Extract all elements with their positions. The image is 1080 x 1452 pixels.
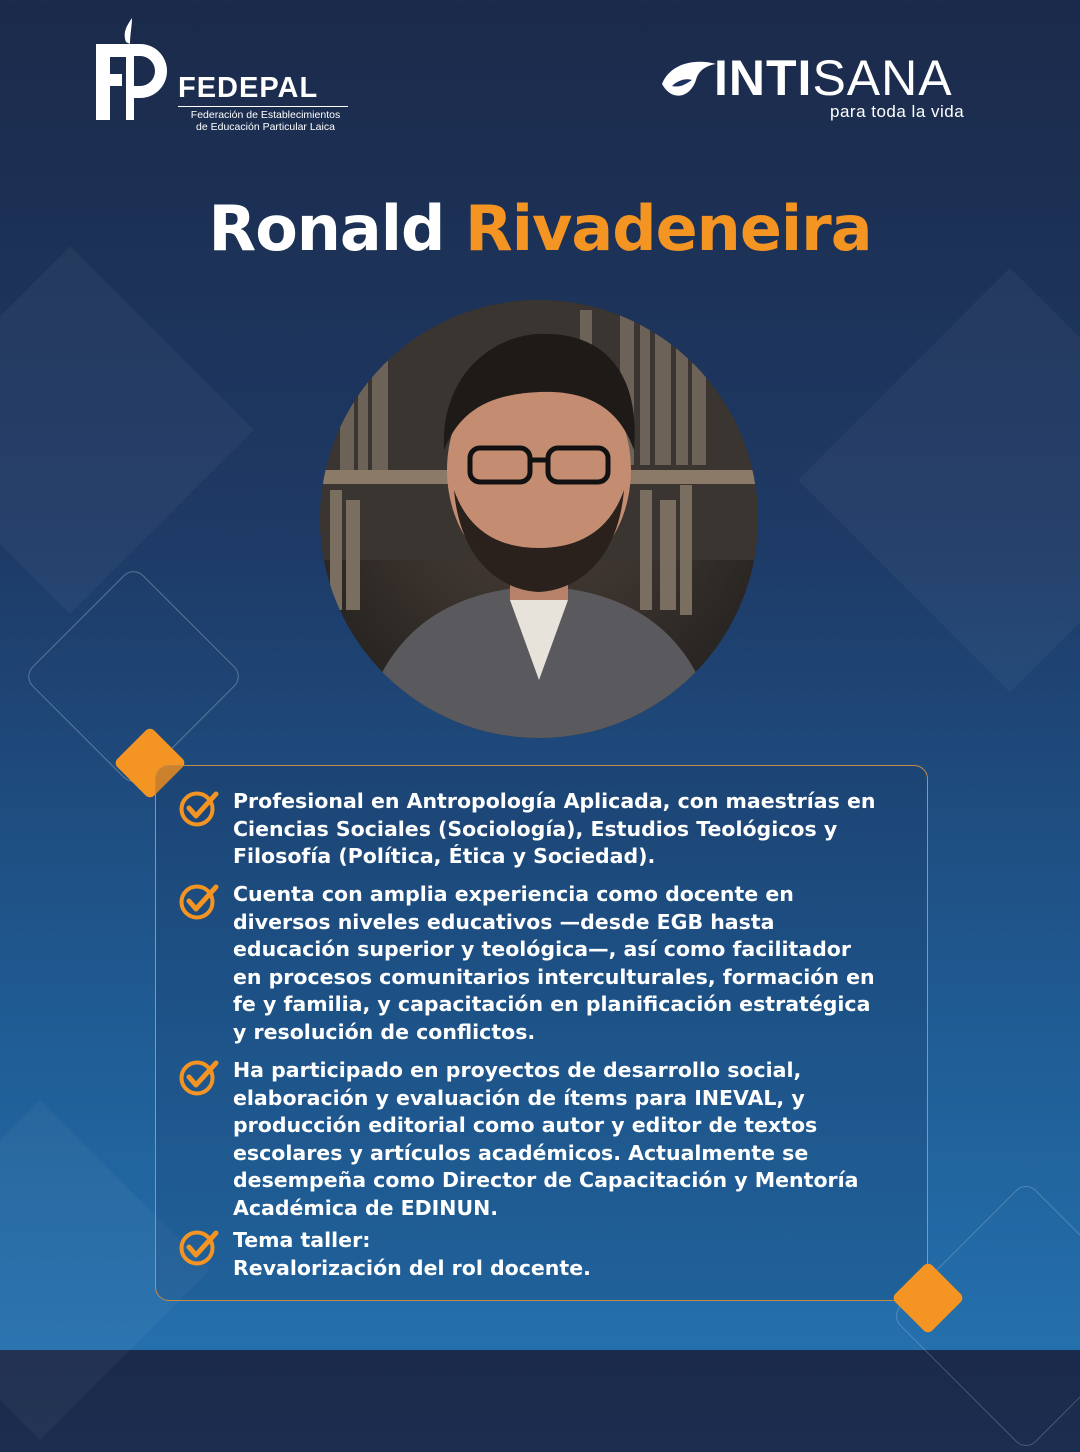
bio-item-text: Tema taller: Revalorización del rol docente. [233, 1228, 591, 1280]
intisana-regular: SANA [812, 50, 953, 106]
background-shape [798, 268, 1080, 692]
bio-item [178, 881, 875, 1046]
bio-item [178, 1227, 591, 1282]
bio-card [155, 765, 928, 1301]
speaker-photo [320, 300, 758, 738]
bird-icon [660, 54, 718, 104]
intisana-bold: INTI [714, 50, 813, 106]
bio-item-text: Profesional en Antropología Aplicada, con maestrías en Ciencias Sociales (Sociología), Estudios Teológicos y Filosofía (Política, Ética y Sociedad). [233, 789, 876, 868]
bio-item [178, 788, 875, 871]
check-circle-icon [178, 788, 220, 828]
check-circle-icon [178, 1057, 220, 1097]
intisana-tagline: para toda la vida [830, 102, 965, 121]
background-shape [0, 246, 254, 614]
speaker-first-name: Ronald [208, 192, 445, 265]
fedepal-name: FEDEPAL [178, 72, 319, 104]
fedepal-subtitle: Federación de Establecimientos de Educación Particular Laica [190, 109, 341, 133]
speaker-name [0, 192, 1080, 265]
bio-item-text: Cuenta con amplia experiencia como docente en diversos niveles educativos —desde EGB hasta educación superior y teológica—, así como facilitador en procesos comunitarios interculturales, formación en fe y familia, y capacitación en planificación estratégica y resolución de conflictos. [233, 882, 875, 1044]
speaker-last-name: Rivadeneira [465, 192, 872, 265]
intisana-wordmark [714, 50, 953, 106]
check-circle-icon [178, 1227, 220, 1267]
divider [178, 106, 348, 107]
intisana-logo [660, 48, 1000, 128]
bio-item [178, 1057, 859, 1222]
fedepal-fp-icon [92, 18, 174, 128]
bio-item-text: Ha participado en proyectos de desarrollo social, elaboración y evaluación de ítems para INEVAL, y producción editorial como autor y editor de textos escolares y artículos académicos. Actualmente se desempeña como Director de Capacitación y Mentoría Académica de EDINUN. [233, 1058, 859, 1220]
check-circle-icon [178, 881, 220, 921]
fedepal-logo [92, 18, 352, 133]
